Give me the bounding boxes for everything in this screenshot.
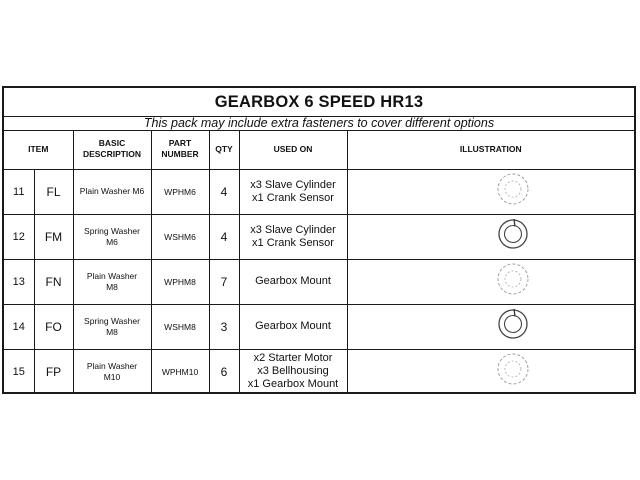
part-number: WPHM6 [151,169,209,214]
header-item: ITEM [4,130,73,169]
used-on: x2 Starter Motor x3 Bellhousing x1 Gearbox Mount [239,349,347,394]
header-basic-description: BASIC DESCRIPTION [73,130,151,169]
item-code: FL [34,169,73,214]
spring-washer-icon [493,307,533,346]
quantity: 4 [209,169,239,214]
sheet-subtitle: This pack may include extra fasteners to cover different options [4,116,634,131]
header-used-on: USED ON [239,130,347,169]
table-row [4,304,634,349]
spring-washer-icon [493,217,533,256]
header-row [4,130,634,169]
item-number: 14 [4,304,34,349]
sheet-title: GEARBOX 6 SPEED HR13 [4,88,634,117]
item-number: 11 [4,169,34,214]
item-number: 13 [4,259,34,304]
item-number: 15 [4,349,34,394]
part-number: WPHM8 [151,259,209,304]
item-code: FM [34,214,73,259]
plain-washer-icon [493,262,533,301]
part-number: WSHM8 [151,304,209,349]
quantity: 7 [209,259,239,304]
item-number: 12 [4,214,34,259]
basic-description: Plain Washer M8 [73,259,151,304]
illustration-cell [347,304,634,349]
used-on: Gearbox Mount [239,259,347,304]
header-illustration: ILLUSTRATION [347,130,634,169]
quantity: 4 [209,214,239,259]
table-row [4,214,634,259]
basic-description: Spring Washer M8 [73,304,151,349]
item-code: FP [34,349,73,394]
plain-washer-icon [493,352,533,391]
basic-description: Plain Washer M10 [73,349,151,394]
table-row [4,259,634,304]
parts-sheet [2,86,636,394]
header-qty: QTY [209,130,239,169]
table-row [4,349,634,394]
header-part-number: PART NUMBER [151,130,209,169]
part-number: WSHM6 [151,214,209,259]
plain-washer-icon [493,172,533,211]
illustration-cell [347,214,634,259]
illustration-cell [347,349,634,394]
table-row [4,169,634,214]
used-on: x3 Slave Cylinder x1 Crank Sensor [239,169,347,214]
parts-table [4,130,634,394]
quantity: 3 [209,304,239,349]
item-code: FO [34,304,73,349]
illustration-cell [347,169,634,214]
illustration-cell [347,259,634,304]
used-on: Gearbox Mount [239,304,347,349]
item-code: FN [34,259,73,304]
part-number: WPHM10 [151,349,209,394]
used-on: x3 Slave Cylinder x1 Crank Sensor [239,214,347,259]
basic-description: Plain Washer M6 [73,169,151,214]
basic-description: Spring Washer M6 [73,214,151,259]
quantity: 6 [209,349,239,394]
